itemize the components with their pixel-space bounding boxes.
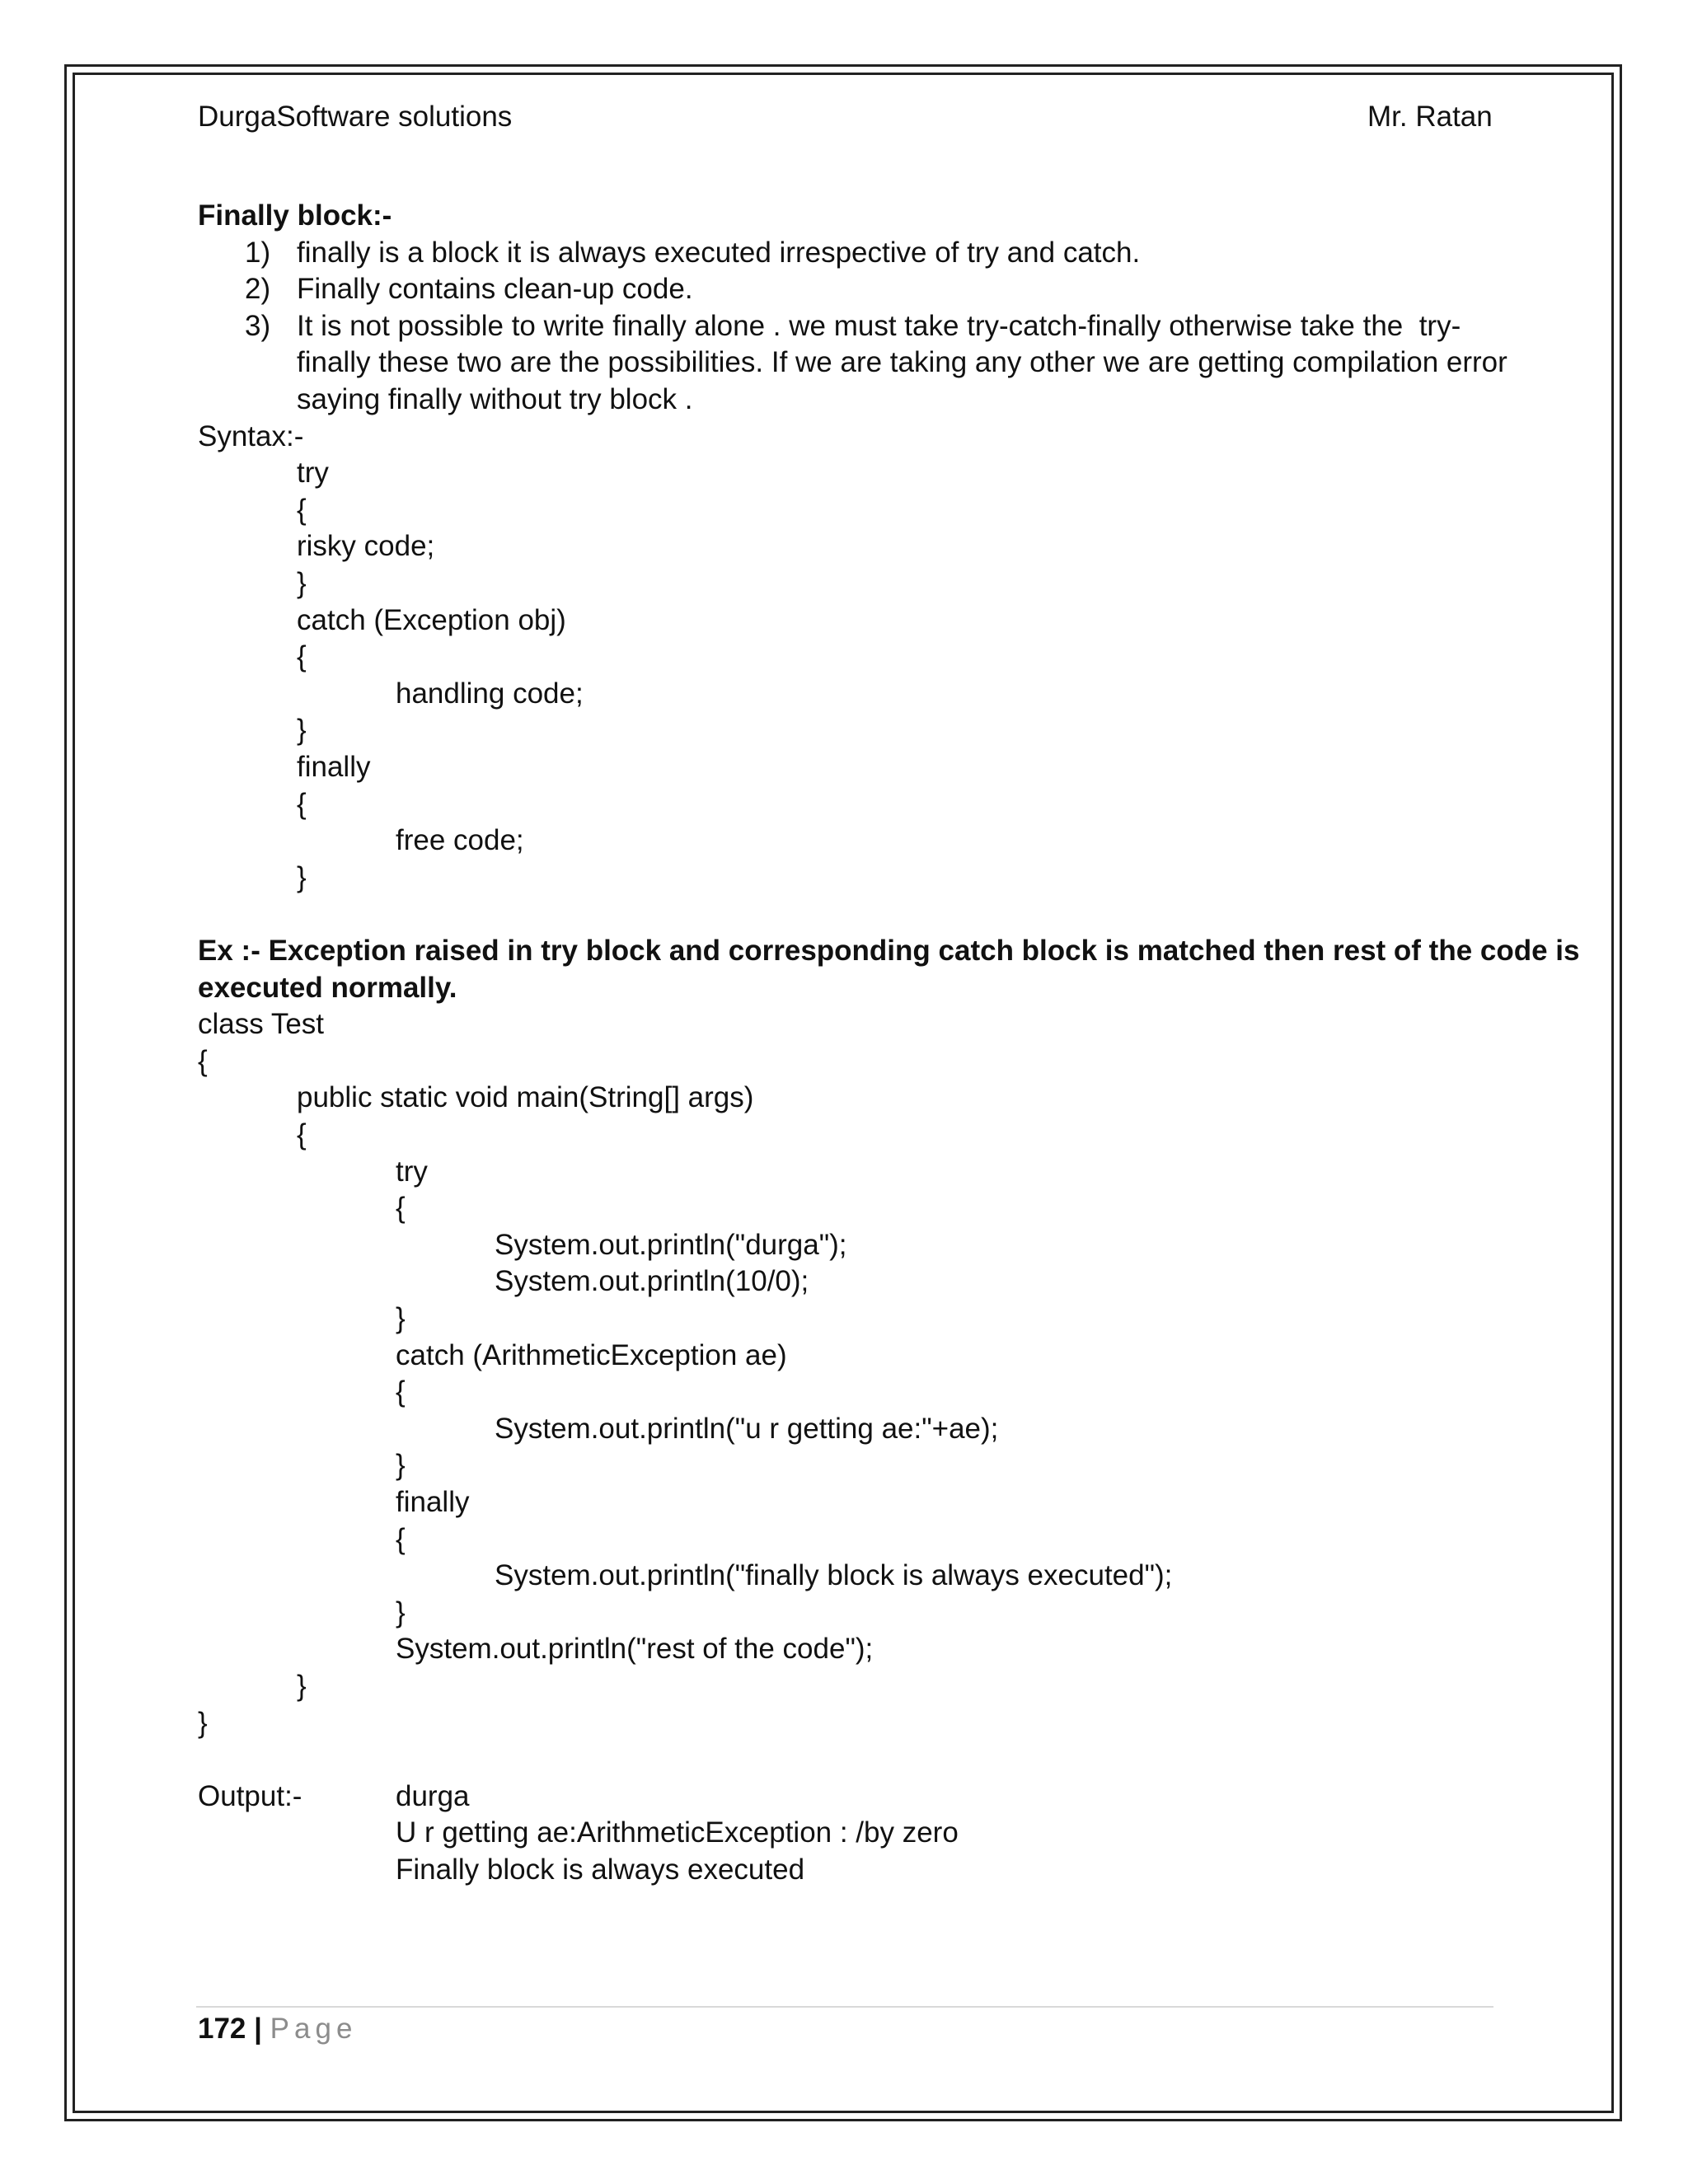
syntax-code-line: }	[297, 567, 307, 599]
output-line: U r getting ae:ArithmeticException : /by zero	[396, 1816, 959, 1849]
list-item-number: 3)	[245, 309, 271, 342]
list-item-text: It is not possible to write finally alone . we must take try-catch-finally otherwise take the try-	[297, 309, 1461, 342]
code-line: System.out.println("u r getting ae:"+ae);	[495, 1412, 999, 1445]
code-line: }	[198, 1706, 208, 1739]
page-label: Page	[270, 2013, 358, 2045]
syntax-code-line: try	[297, 457, 329, 490]
syntax-label: Syntax:-	[198, 419, 304, 452]
footer-separator: |	[254, 2013, 262, 2045]
code-line: catch (ArithmeticException ae)	[396, 1338, 787, 1371]
syntax-code-line: {	[297, 640, 307, 673]
code-line: {	[396, 1192, 406, 1225]
header-company: DurgaSoftware solutions	[198, 101, 513, 133]
code-line: {	[297, 1118, 307, 1151]
code-line: }	[396, 1449, 406, 1482]
code-line: System.out.println("durga");	[495, 1228, 847, 1261]
syntax-code-line: }	[297, 714, 307, 747]
syntax-code-line: {	[297, 787, 307, 820]
list-item-number: 1)	[245, 236, 271, 269]
syntax-code-line: {	[297, 493, 307, 526]
code-line: class Test	[198, 1008, 325, 1041]
code-line: System.out.println("rest of the code");	[396, 1633, 874, 1666]
code-line: public static void main(String[] args)	[297, 1081, 754, 1114]
header-author: Mr. Ratan	[1367, 101, 1493, 133]
code-line: {	[198, 1044, 208, 1077]
code-line: System.out.println("finally block is always executed");	[495, 1559, 1173, 1592]
output-label: Output:-	[198, 1779, 302, 1812]
syntax-code-line: finally	[297, 751, 371, 783]
example-heading: Ex :- Exception raised in try block and corresponding catch block is matched then rest of the code is	[198, 935, 1580, 967]
output-line: Finally block is always executed	[396, 1854, 805, 1886]
list-item-number: 2)	[245, 273, 271, 306]
syntax-code-line: catch (Exception obj)	[297, 603, 566, 636]
code-line: System.out.println(10/0);	[495, 1265, 809, 1298]
example-heading: executed normally.	[198, 971, 457, 1004]
list-item-text: saying finally without try block .	[297, 383, 693, 415]
syntax-code-line: risky code;	[297, 530, 435, 563]
code-line: }	[396, 1596, 406, 1629]
page-number: 172	[198, 2013, 246, 2045]
code-line: }	[396, 1302, 406, 1334]
section-title: Finally block:-	[198, 199, 392, 232]
code-line: }	[297, 1670, 307, 1702]
code-line: finally	[396, 1486, 470, 1518]
code-line: try	[396, 1155, 428, 1188]
code-line: {	[396, 1376, 406, 1408]
code-line: {	[396, 1522, 406, 1555]
syntax-code-line: handling code;	[396, 677, 584, 710]
list-item-text: finally these two are the possibilities. If we are taking any other we are getting compilation error	[297, 346, 1507, 379]
list-item-text: Finally contains clean-up code.	[297, 273, 693, 306]
syntax-code-line: free code;	[396, 824, 524, 857]
page-footer	[198, 2011, 357, 2047]
syntax-code-line: }	[297, 860, 307, 893]
output-line: durga	[396, 1779, 470, 1812]
list-item-text: finally is a block it is always executed irrespective of try and catch.	[297, 236, 1141, 269]
footer-divider	[196, 2006, 1493, 2008]
